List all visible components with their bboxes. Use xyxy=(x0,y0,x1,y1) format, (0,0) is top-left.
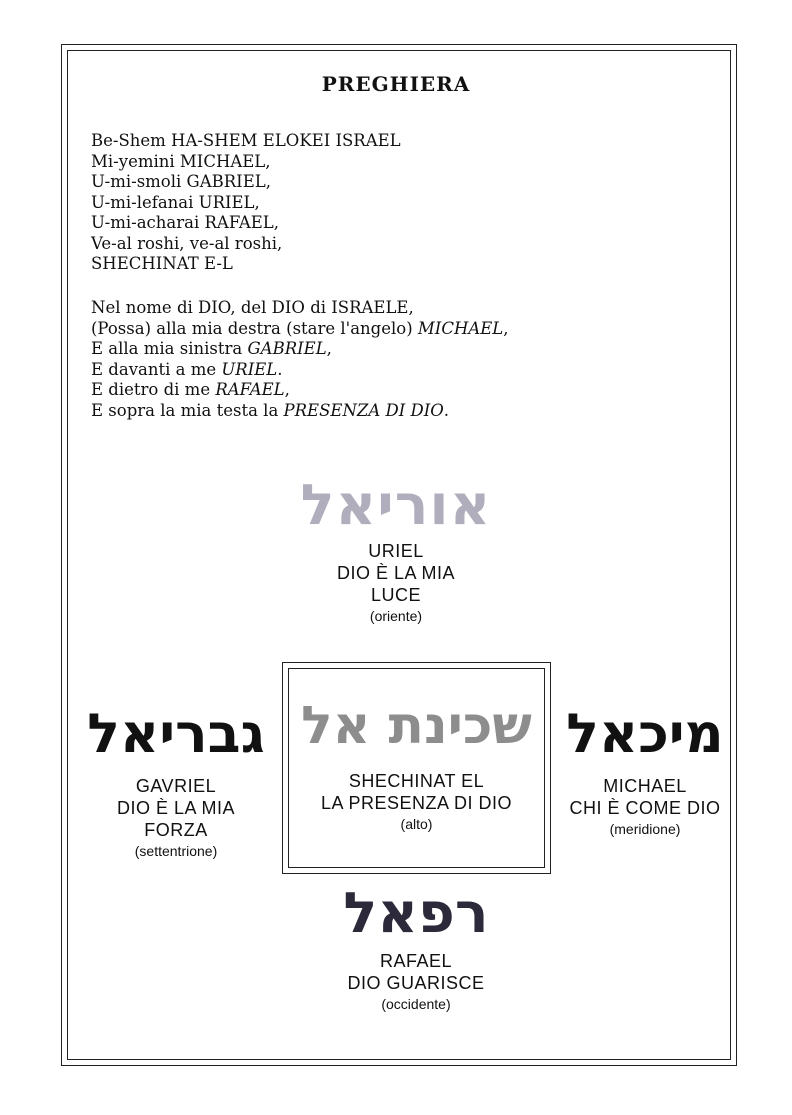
angel-name: RAFAEL xyxy=(379,951,453,971)
translation-text: E davanti a me xyxy=(91,359,222,379)
translation-text: E sopra la mia testa la xyxy=(91,400,284,420)
angel-meaning: CHI È COME DIO xyxy=(569,798,721,818)
prayer-line: SHECHINAT E-L xyxy=(91,254,233,273)
translation-text: E alla mia sinistra xyxy=(91,339,248,358)
prayer-line: U-mi-smoli GABRIEL, xyxy=(91,172,271,191)
translation-text: Nel nome di DIO, del DIO di ISRAELE, xyxy=(91,298,414,317)
translation-line xyxy=(91,380,509,401)
prayer-line: Be-Shem HA-SHEM ELOKEI ISRAEL xyxy=(91,131,401,150)
hebrew-name-shechinat: שכינת אל xyxy=(301,696,532,756)
hebrew-name-michael: מיכאל xyxy=(566,702,724,765)
angel-direction: (occidente) xyxy=(381,996,451,1012)
angel-meaning: DIO GUARISCE xyxy=(347,973,485,993)
angel-meaning: LA PRESENZA DI DIO xyxy=(320,793,513,813)
translation-line xyxy=(91,401,509,422)
angel-name: SHECHINAT EL xyxy=(348,771,485,791)
angel-direction: (alto) xyxy=(400,816,433,832)
translation-emphasis: URIEL xyxy=(221,359,278,379)
angel-meaning: DIO È LA MIA xyxy=(116,798,236,818)
angel-meaning: DIO È LA MIA xyxy=(336,563,456,583)
hebrew-name-gavriel: גבריאל xyxy=(87,702,265,765)
translation-text: , xyxy=(503,318,509,338)
angel-michael xyxy=(556,702,734,839)
prayer-line: U-mi-lefanai URIEL, xyxy=(91,192,260,212)
prayer-translation xyxy=(91,298,509,421)
prayer-transliteration xyxy=(91,131,401,275)
translation-text: . xyxy=(443,400,450,420)
translation-line xyxy=(91,298,509,319)
angel-name: URIEL xyxy=(368,541,424,561)
page-title: PREGHIERA xyxy=(321,72,471,96)
translation-emphasis: GABRIEL xyxy=(247,339,327,358)
prayer-line: Ve-al roshi, ve-al roshi, xyxy=(91,233,283,253)
translation-text: . xyxy=(277,359,283,379)
prayer-line: Mi-yemini MICHAEL, xyxy=(91,151,271,171)
angel-meaning: FORZA xyxy=(144,820,208,840)
angel-name: MICHAEL xyxy=(603,776,687,796)
translation-emphasis: PRESENZA DI DIO xyxy=(283,400,444,420)
angel-direction: (settentrione) xyxy=(134,843,218,859)
translation-emphasis: MICHAEL xyxy=(417,318,504,338)
angel-direction: (oriente) xyxy=(369,608,423,624)
hebrew-name-rafael: רפאל xyxy=(343,881,489,946)
translation-text: , xyxy=(284,380,290,399)
angel-uriel xyxy=(276,473,516,626)
hebrew-name-uriel: אוריאל xyxy=(300,473,492,538)
translation-line xyxy=(91,319,509,340)
translation-text: (Possa) alla mia destra (stare l'angelo) xyxy=(91,318,418,338)
translation-emphasis: RAFAEL xyxy=(215,380,285,399)
angel-gavriel xyxy=(78,702,274,861)
angel-direction: (meridione) xyxy=(609,821,681,837)
angel-name: GAVRIEL xyxy=(135,776,217,796)
angel-meaning: LUCE xyxy=(370,585,421,605)
angel-shechinat xyxy=(292,696,541,834)
translation-line xyxy=(91,339,509,360)
prayer-line: U-mi-acharai RAFAEL, xyxy=(91,213,279,232)
translation-text: E dietro di me xyxy=(91,380,216,399)
translation-line xyxy=(91,360,509,381)
translation-text: , xyxy=(326,339,332,358)
angel-rafael xyxy=(296,881,536,1014)
